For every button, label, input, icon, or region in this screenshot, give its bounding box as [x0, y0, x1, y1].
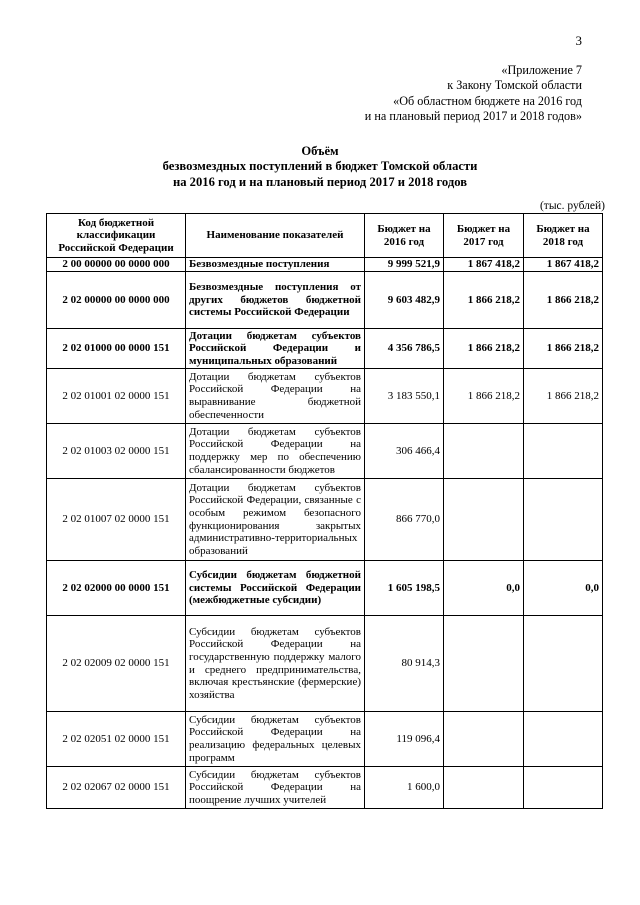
- row-code: 2 00 00000 00 0000 000: [47, 258, 186, 272]
- row-name: Субсидии бюджетам субъектов Российской Федерации на государственную поддержку малого и среднего предпринимательства, включая крестьянские (фермерские) хозяйства: [186, 616, 365, 712]
- row-value-2018: [524, 712, 603, 767]
- row-code: 2 02 00000 00 0000 000: [47, 272, 186, 329]
- row-value-2018: 1 866 218,2: [524, 329, 603, 369]
- row-code: 2 02 02051 02 0000 151: [47, 712, 186, 767]
- row-value-2018: [524, 424, 603, 479]
- title-line: Объём: [301, 144, 339, 158]
- row-value-2017: [444, 712, 524, 767]
- table-row: [47, 712, 603, 767]
- row-code: 2 02 01007 02 0000 151: [47, 479, 186, 561]
- units-label: (тыс. рублей): [539, 200, 605, 212]
- row-value-2016: 1 600,0: [365, 767, 444, 809]
- header-2018: Бюджет на 2018 год: [524, 214, 603, 258]
- row-name: Субсидии бюджетам субъектов Российской Федерации на поощрение лучших учителей: [186, 767, 365, 809]
- row-code: 2 02 01000 00 0000 151: [47, 329, 186, 369]
- title-line: на 2016 год и на плановый период 2017 и 2018 годов: [172, 174, 468, 189]
- table-header-row: [47, 214, 603, 258]
- row-value-2018: 1 866 218,2: [524, 272, 603, 329]
- row-name: Дотации бюджетам субъектов Российской Федерации на выравнивание бюджетной обеспеченности: [186, 369, 365, 424]
- row-value-2018: 0,0: [524, 561, 603, 616]
- document-title: [0, 144, 640, 190]
- row-value-2018: [524, 616, 603, 712]
- row-name: Субсидии бюджетам субъектов Российской Федерации на реализацию федеральных целевых программ: [186, 712, 365, 767]
- header-code: Код бюджетной классификации Российской Федерации: [47, 214, 186, 258]
- table-row: [47, 272, 603, 329]
- row-value-2018: [524, 479, 603, 561]
- row-code: 2 02 02009 02 0000 151: [47, 616, 186, 712]
- row-value-2016: 9 999 521,9: [365, 258, 444, 272]
- row-value-2017: 1 867 418,2: [444, 258, 524, 272]
- row-value-2016: 4 356 786,5: [365, 329, 444, 369]
- row-value-2016: 80 914,3: [365, 616, 444, 712]
- table-row: [47, 424, 603, 479]
- page-number: 3: [575, 33, 582, 48]
- appendix-line: «Приложение 7: [501, 63, 582, 77]
- row-value-2018: 1 867 418,2: [524, 258, 603, 272]
- row-value-2017: 1 866 218,2: [444, 369, 524, 424]
- appendix-block: [365, 63, 582, 125]
- row-value-2017: 1 866 218,2: [444, 329, 524, 369]
- table-row: [47, 258, 603, 272]
- row-value-2016: 1 605 198,5: [365, 561, 444, 616]
- row-value-2018: 1 866 218,2: [524, 369, 603, 424]
- row-value-2018: [524, 767, 603, 809]
- row-value-2017: [444, 616, 524, 712]
- row-name: Безвозмездные поступления: [186, 258, 365, 272]
- row-value-2016: 119 096,4: [365, 712, 444, 767]
- row-value-2017: 1 866 218,2: [444, 272, 524, 329]
- table-row: [47, 616, 603, 712]
- row-value-2016: 866 770,0: [365, 479, 444, 561]
- row-value-2016: 3 183 550,1: [365, 369, 444, 424]
- header-2017: Бюджет на 2017 год: [444, 214, 524, 258]
- appendix-line: и на плановый период 2017 и 2018 годов»: [364, 109, 582, 124]
- row-value-2017: 0,0: [444, 561, 524, 616]
- row-name: Дотации бюджетам субъектов Российской Федерации и муниципальных образований: [186, 329, 365, 369]
- table-row: [47, 479, 603, 561]
- budget-table: [46, 213, 603, 809]
- row-value-2017: [444, 424, 524, 479]
- row-value-2017: [444, 479, 524, 561]
- row-value-2017: [444, 767, 524, 809]
- row-name: Безвозмездные поступления от других бюджетов бюджетной системы Российской Федерации: [186, 272, 365, 329]
- row-code: 2 02 02067 02 0000 151: [47, 767, 186, 809]
- row-name: Дотации бюджетам субъектов Российской Федерации на поддержку мер по обеспечению сбалансированности бюджетов: [186, 424, 365, 479]
- header-2016: Бюджет на 2016 год: [365, 214, 444, 258]
- table-row: [47, 767, 603, 809]
- header-name: Наименование показателей: [186, 214, 365, 258]
- row-code: 2 02 01003 02 0000 151: [47, 424, 186, 479]
- row-value-2016: 306 466,4: [365, 424, 444, 479]
- title-line: безвозмездных поступлений в бюджет Томской области: [162, 159, 478, 174]
- row-code: 2 02 02000 00 0000 151: [47, 561, 186, 616]
- appendix-line: к Закону Томской области: [447, 78, 582, 93]
- appendix-line: «Об областном бюджете на 2016 год: [393, 93, 582, 108]
- row-code: 2 02 01001 02 0000 151: [47, 369, 186, 424]
- row-name: Дотации бюджетам субъектов Российской Федерации, связанные с особым режимом безопасного функционирования закрытых административно-территориальных образований: [186, 479, 365, 561]
- row-value-2016: 9 603 482,9: [365, 272, 444, 329]
- table-row: [47, 369, 603, 424]
- row-name: Субсидии бюджетам бюджетной системы Российской Федерации (межбюджетные субсидии): [186, 561, 365, 616]
- table-row: [47, 329, 603, 369]
- table-row: [47, 561, 603, 616]
